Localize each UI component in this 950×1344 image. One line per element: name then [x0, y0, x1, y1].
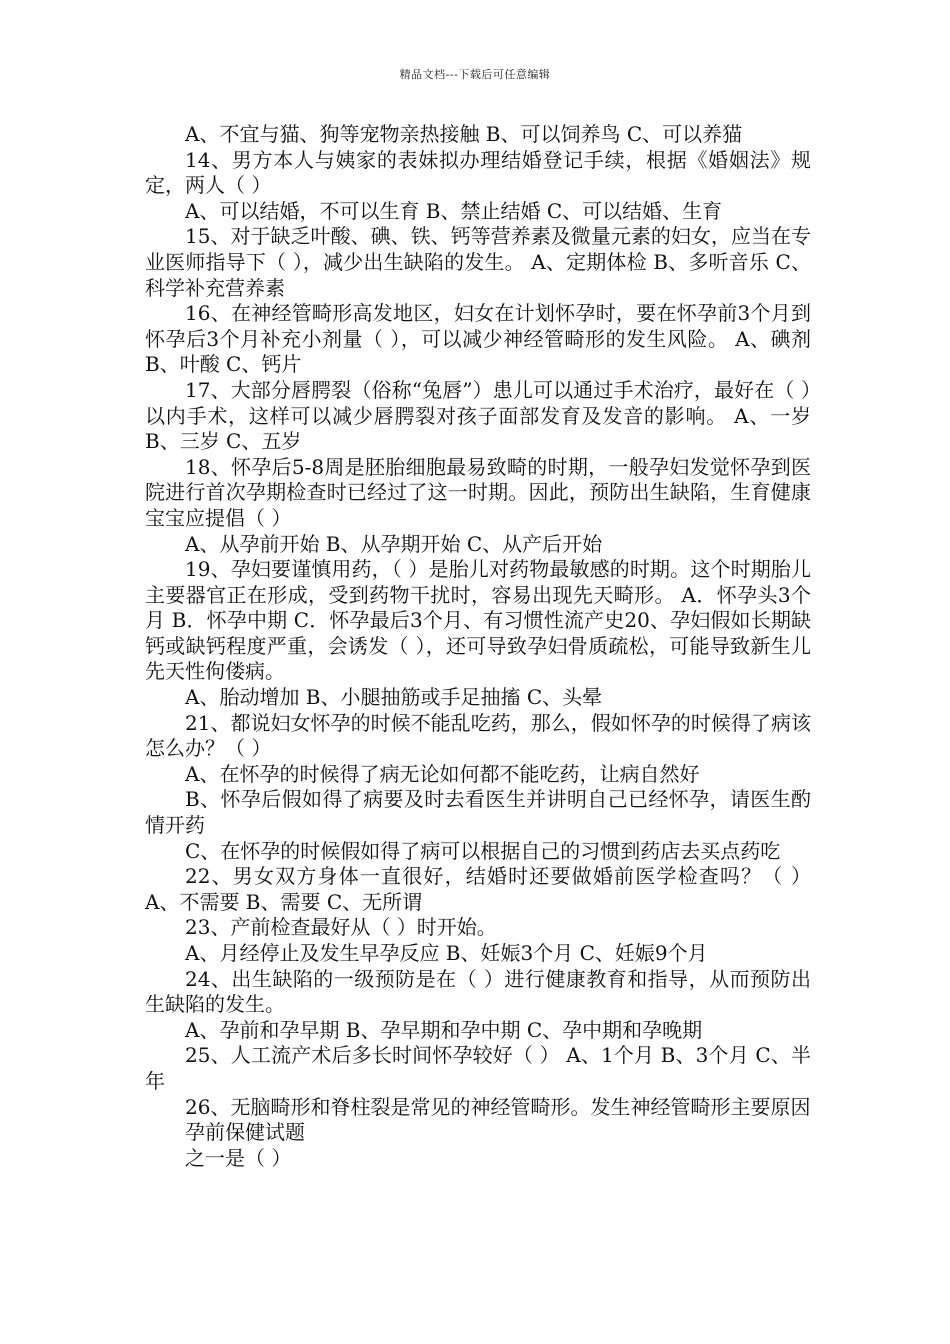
- paragraph: A、胎动增加 B、小腿抽筋或手足抽搐 C、头晕: [185, 685, 603, 710]
- paragraph: A、从孕前开始 B、从孕期开始 C、从产后开始: [185, 531, 603, 556]
- paragraph: 23、产前检查最好从（ ）时开始。: [185, 915, 497, 940]
- paragraph: 17、大部分唇腭裂（俗称“兔唇”）患儿可以通过手术治疗，最好在（ ）以内手术，这样可以减少唇腭裂对孩子面部发育及发音的影响。 A、一岁 B、三岁 C、五岁: [145, 377, 811, 454]
- page-header: 精品文档---下载后可任意编辑: [399, 68, 551, 81]
- paragraph: 25、人工流产术后多长时间怀孕较好（ ） A、1个月 B、3个月 C、半年: [145, 1043, 811, 1093]
- paragraph: A、孕前和孕早期 B、孕早期和孕中期 C、孕中期和孕晚期: [185, 1017, 703, 1042]
- paragraph: 15、对于缺乏叶酸、碘、铁、钙等营养素及微量元素的妇女，应当在专业医师指导下（ ），减少出生缺陷的发生。 A、定期体检 B、多听音乐 C、科学补充营养素: [145, 224, 811, 300]
- paragraph: 21、都说妇女怀孕的时候不能乱吃药，那么，假如怀孕的时候得了病该怎么办？（ ）: [145, 710, 811, 761]
- paragraph: 22、男女双方身体一直很好，结婚时还要做婚前医学检查吗？（ ） A、不需要 B、需要 C、无所谓: [145, 864, 811, 914]
- paragraph: 24、出生缺陷的一级预防是在（ ）进行健康教育和指导，从而预防出生缺陷的发生。: [145, 966, 811, 1017]
- paragraph: 18、怀孕后5-8周是胚胎细胞最易致畸的时期，一般孕妇发觉怀孕到医院进行首次孕期检查时已经过了这一时期。因此，预防出生缺陷，生育健康宝宝应提倡（ ）: [145, 454, 811, 530]
- paragraph: 19、孕妇要谨慎用药，（ ）是胎儿对药物最敏感的时期。这个时期胎儿主要器官正在形成，受到药物干扰时，容易出现先天畸形。 A．怀孕头3个月 B．怀孕中期 C．怀孕最后3个月、有习惯性流产史20、孕妇假如长期缺钙或缺钙程度严重，会诱发（ ），还可导致孕妇骨质疏松，可能导致新生儿先天性佝偻病。: [145, 557, 811, 684]
- paragraph: 之一是（ ）: [185, 1145, 292, 1170]
- paragraph: A、不宜与猫、狗等宠物亲热接触 B、可以饲养鸟 C、可以养猫: [185, 122, 743, 146]
- paragraph: C、在怀孕的时候假如得了病可以根据自己的习惯到药店去买点药吃: [185, 838, 781, 863]
- paragraph: A、在怀孕的时候得了病无论如何都不能吃药，让病自然好: [185, 761, 700, 786]
- paragraph: 16、在神经管畸形高发地区，妇女在计划怀孕时，要在怀孕前3个月到怀孕后3个月补充小剂量（ ），可以减少神经管畸形的发生风险。 A、碘剂 B、叶酸 C、钙片: [145, 301, 811, 377]
- paragraph: 26、无脑畸形和脊柱裂是常见的神经管畸形。发生神经管畸形主要原因: [185, 1094, 811, 1119]
- paragraph: B、怀孕后假如得了病要及时去看医生并讲明自己已经怀孕，请医生酌情开药: [145, 787, 811, 838]
- paragraph: A、可以结婚，不可以生育 B、禁止结婚 C、可以结婚、生育: [185, 198, 723, 223]
- paragraph: 孕前保健试题: [185, 1120, 305, 1145]
- paragraph: 14、男方本人与姨家的表妹拟办理结婚登记手续，根据《婚姻法》规定，两人（ ）: [145, 147, 811, 198]
- paragraph: A、月经停止及发生早孕反应 B、妊娠3个月 C、妊娠9个月: [185, 941, 708, 965]
- document-body: [145, 122, 811, 1171]
